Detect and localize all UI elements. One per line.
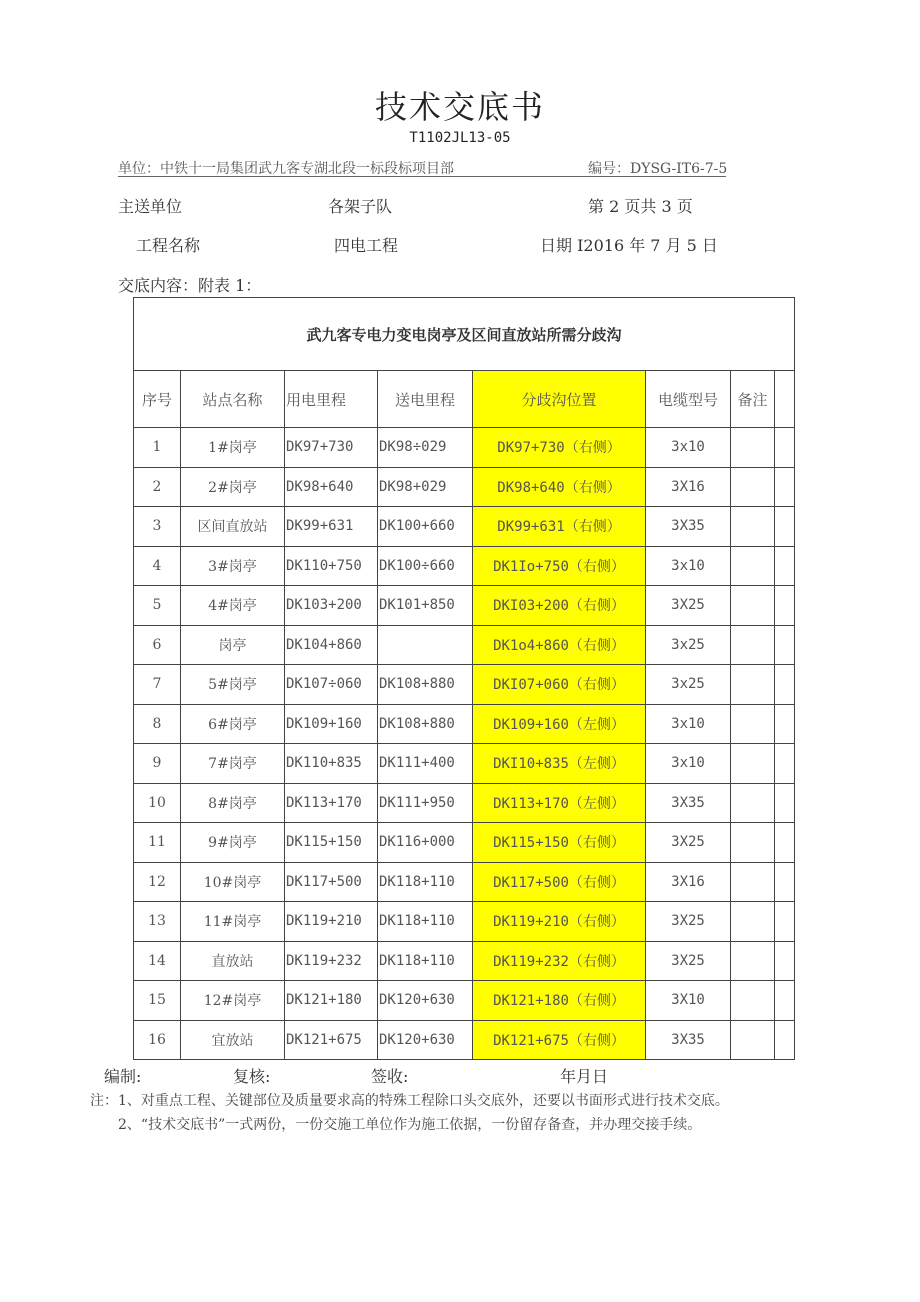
cell-branch-position: DK113+170（左侧） (473, 783, 646, 823)
cell-remarks (731, 665, 775, 705)
cell-branch-position: DK99+631（右侧） (473, 507, 646, 547)
table-row (134, 704, 795, 744)
cell-use-mileage: DK107÷060 (285, 665, 378, 705)
cell-use-mileage: DK121+180 (285, 981, 378, 1021)
cell-use-mileage: DK117+500 (285, 862, 378, 902)
cell-cable-type: 3X25 (646, 586, 731, 626)
cell-use-mileage: DK97+730 (285, 428, 378, 468)
unit-line (118, 158, 726, 177)
sign-review: 复核: (233, 1067, 271, 1086)
cell-station: 5#岗亭 (181, 665, 285, 705)
cell-seq: 9 (134, 744, 181, 784)
cell-use-mileage: DK98+640 (285, 467, 378, 507)
cell-seq: 12 (134, 862, 181, 902)
sign-date: 年月日 (560, 1067, 609, 1086)
cell-blank (775, 941, 795, 981)
cell-send-mileage: DK108+880 (378, 704, 473, 744)
document-code: T1102JL13-05 (409, 130, 511, 146)
cell-use-mileage: DK115+150 (285, 823, 378, 863)
header-cable-type: 电缆型号 (646, 371, 731, 428)
cell-remarks (731, 981, 775, 1021)
cell-use-mileage: DK121+675 (285, 1020, 378, 1060)
cell-remarks (731, 428, 775, 468)
cell-seq: 4 (134, 546, 181, 586)
cell-cable-type: 3x25 (646, 665, 731, 705)
table-caption: 武九客专电力变电岗亭及区间直放站所需分歧沟 (134, 298, 795, 371)
table-row (134, 546, 795, 586)
sign-editor: 编制: (104, 1067, 142, 1086)
cell-seq: 16 (134, 1020, 181, 1060)
cell-blank (775, 744, 795, 784)
cell-station: 6#岗亭 (181, 704, 285, 744)
table-row (134, 981, 795, 1021)
cell-cable-type: 3x10 (646, 744, 731, 784)
cell-seq: 5 (134, 586, 181, 626)
cell-use-mileage: DK110+835 (285, 744, 378, 784)
cell-send-mileage (378, 625, 473, 665)
cell-cable-type: 3X25 (646, 902, 731, 942)
cell-remarks (731, 1020, 775, 1060)
cell-blank (775, 546, 795, 586)
cell-branch-position: DK121+180（右侧） (473, 981, 646, 1021)
cell-send-mileage: DK98÷029 (378, 428, 473, 468)
cell-send-mileage: DK118+110 (378, 902, 473, 942)
project-label: 工程名称 (136, 236, 201, 255)
cell-send-mileage: DK111+950 (378, 783, 473, 823)
cell-blank (775, 823, 795, 863)
cell-send-mileage: DK100+660 (378, 507, 473, 547)
cell-branch-position: DK117+500（右侧） (473, 862, 646, 902)
cell-blank (775, 507, 795, 547)
cell-blank (775, 665, 795, 705)
cell-branch-position: DK98+640（右侧） (473, 467, 646, 507)
document-number: 编号：DYSG-IT6-7-5 (588, 161, 728, 177)
cell-remarks (731, 467, 775, 507)
sender-value: 各架子队 (328, 197, 393, 216)
cell-branch-position: DK121+675（右侧） (473, 1020, 646, 1060)
cell-seq: 15 (134, 981, 181, 1021)
cell-branch-position: DKI07+060（右侧） (473, 665, 646, 705)
header-station: 站点名称 (181, 371, 285, 428)
cell-send-mileage: DK100÷660 (378, 546, 473, 586)
cell-seq: 3 (134, 507, 181, 547)
cell-use-mileage: DK119+232 (285, 941, 378, 981)
cell-station: 4#岗亭 (181, 586, 285, 626)
cell-remarks (731, 586, 775, 626)
table-row (134, 625, 795, 665)
table-row (134, 1020, 795, 1060)
cell-cable-type: 3x25 (646, 625, 731, 665)
table-row (134, 744, 795, 784)
table-row (134, 902, 795, 942)
cell-station: 12#岗亭 (181, 981, 285, 1021)
table-row (134, 941, 795, 981)
project-value: 四电工程 (334, 236, 399, 255)
cell-use-mileage: DK109+160 (285, 704, 378, 744)
cell-seq: 2 (134, 467, 181, 507)
cell-seq: 6 (134, 625, 181, 665)
cell-station: 宜放站 (181, 1020, 285, 1060)
cell-blank (775, 428, 795, 468)
cell-blank (775, 981, 795, 1021)
cell-cable-type: 3X35 (646, 783, 731, 823)
cell-use-mileage: DK119+210 (285, 902, 378, 942)
content-label: 交底内容：附表 1： (118, 276, 262, 295)
cell-remarks (731, 941, 775, 981)
cell-cable-type: 3x10 (646, 546, 731, 586)
header-send-mileage: 送电里程 (378, 371, 473, 428)
cell-station: 3#岗亭 (181, 546, 285, 586)
table-row (134, 586, 795, 626)
cell-station: 1#岗亭 (181, 428, 285, 468)
header-remarks: 备注 (731, 371, 775, 428)
cell-station: 10#岗亭 (181, 862, 285, 902)
cell-branch-position: DK109+160（左侧） (473, 704, 646, 744)
cell-send-mileage: DK118+110 (378, 862, 473, 902)
cell-remarks (731, 783, 775, 823)
cell-remarks (731, 507, 775, 547)
cell-branch-position: DK1Io+750（右侧） (473, 546, 646, 586)
cell-cable-type: 3X16 (646, 862, 731, 902)
cell-station: 2#岗亭 (181, 467, 285, 507)
cell-blank (775, 586, 795, 626)
cell-seq: 10 (134, 783, 181, 823)
cell-use-mileage: DK103+200 (285, 586, 378, 626)
cell-cable-type: 3X25 (646, 941, 731, 981)
header-branch-position: 分歧沟位置 (473, 371, 646, 428)
cell-station: 区间直放站 (181, 507, 285, 547)
cell-seq: 1 (134, 428, 181, 468)
cell-cable-type: 3X16 (646, 467, 731, 507)
cell-cable-type: 3x10 (646, 704, 731, 744)
cell-seq: 7 (134, 665, 181, 705)
cell-blank (775, 1020, 795, 1060)
sender-label: 主送单位 (118, 197, 183, 216)
cell-branch-position: DK97+730（右侧） (473, 428, 646, 468)
cell-send-mileage: DK98+029 (378, 467, 473, 507)
cell-branch-position: DKI10+835（左侧） (473, 744, 646, 784)
cell-cable-type: 3X10 (646, 981, 731, 1021)
page-number: 第 2 页共 3 页 (588, 197, 693, 216)
cell-cable-type: 3X35 (646, 507, 731, 547)
cell-branch-position: DKI03+200（右侧） (473, 586, 646, 626)
cell-blank (775, 902, 795, 942)
cell-cable-type: 3X25 (646, 823, 731, 863)
cell-branch-position: DK119+210（右侧） (473, 902, 646, 942)
table-row (134, 823, 795, 863)
note-2: 2、“技术交底书”一式两份，一份交施工单位作为施工依据，一份留存备查，并办理交接手续。 (118, 1117, 702, 1133)
cell-station: 11#岗亭 (181, 902, 285, 942)
unit-text: 单位：中铁十一局集团武九客专湖北段一标段标项目部 (118, 161, 454, 177)
table-row (134, 783, 795, 823)
cell-station: 岗亭 (181, 625, 285, 665)
table-header-row (134, 371, 795, 428)
cell-seq: 11 (134, 823, 181, 863)
cell-cable-type: 3x10 (646, 428, 731, 468)
cell-send-mileage: DK120+630 (378, 1020, 473, 1060)
table-caption-row (134, 298, 795, 371)
cell-remarks (731, 862, 775, 902)
cell-cable-type: 3X35 (646, 1020, 731, 1060)
cell-use-mileage: DK113+170 (285, 783, 378, 823)
cell-station: 9#岗亭 (181, 823, 285, 863)
table-row (134, 428, 795, 468)
cell-blank (775, 467, 795, 507)
note-1: 注：1、对重点工程、关键部位及质量要求高的特殊工程除口头交底外，还要以书面形式进行技术交底。 (90, 1093, 729, 1109)
cell-station: 直放站 (181, 941, 285, 981)
cell-seq: 13 (134, 902, 181, 942)
cell-remarks (731, 625, 775, 665)
cell-station: 7#岗亭 (181, 744, 285, 784)
header-seq: 序号 (134, 371, 181, 428)
cell-blank (775, 783, 795, 823)
cell-branch-position: DK115+150（右侧） (473, 823, 646, 863)
cell-remarks (731, 546, 775, 586)
cell-blank (775, 625, 795, 665)
cell-seq: 8 (134, 704, 181, 744)
cell-remarks (731, 823, 775, 863)
cell-use-mileage: DK110+750 (285, 546, 378, 586)
document-date: 日期 I2016 年 7 月 5 日 (540, 236, 718, 255)
table-row (134, 862, 795, 902)
branch-ditch-table (133, 297, 795, 1060)
cell-use-mileage: DK104+860 (285, 625, 378, 665)
table-row (134, 507, 795, 547)
table-row (134, 665, 795, 705)
header-blank (775, 371, 795, 428)
cell-remarks (731, 902, 775, 942)
cell-station: 8#岗亭 (181, 783, 285, 823)
cell-seq: 14 (134, 941, 181, 981)
sign-receive: 签收: (371, 1067, 409, 1086)
cell-blank (775, 704, 795, 744)
cell-use-mileage: DK99+631 (285, 507, 378, 547)
cell-branch-position: DK1o4+860（右侧） (473, 625, 646, 665)
header-use-mileage: 用电里程 (285, 371, 378, 428)
cell-send-mileage: DK118+110 (378, 941, 473, 981)
cell-blank (775, 862, 795, 902)
cell-send-mileage: DK111+400 (378, 744, 473, 784)
cell-remarks (731, 744, 775, 784)
cell-remarks (731, 704, 775, 744)
cell-send-mileage: DK108+880 (378, 665, 473, 705)
cell-send-mileage: DK116+000 (378, 823, 473, 863)
cell-send-mileage: DK120+630 (378, 981, 473, 1021)
cell-send-mileage: DK101+850 (378, 586, 473, 626)
table-row (134, 467, 795, 507)
document-title: 技术交底书 (374, 88, 545, 126)
cell-branch-position: DK119+232（右侧） (473, 941, 646, 981)
